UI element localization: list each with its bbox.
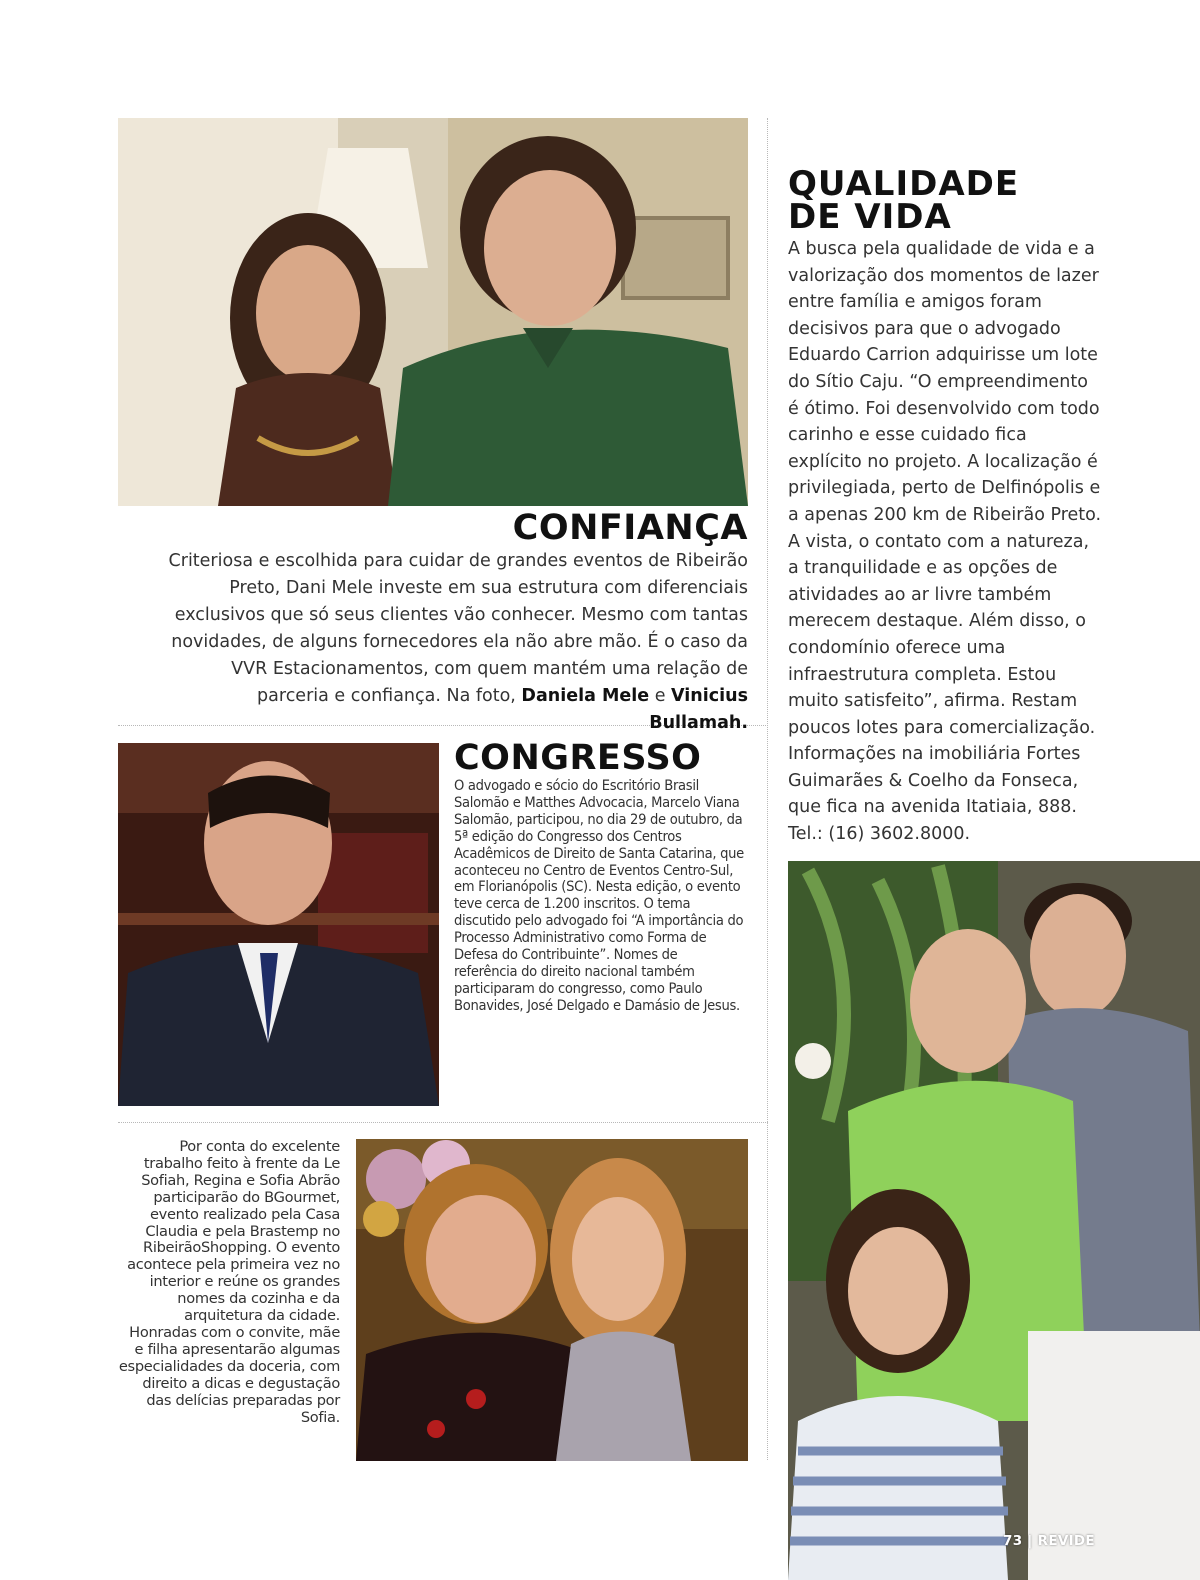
qualidade-title: QUALIDADE DE VIDA <box>788 164 1020 237</box>
qualidade-text: A busca pela qualidade de vida e a valorização dos momentos de lazer entre família e amigos foram decisivos para que o advogado Eduardo Carrion adquirisse um lote do Sítio Caju. “O empreendimento é ótimo. Foi desenvolvido com todo carinho e esse cuidado fica explícito no projeto. A localização é privilegiada, perto de Delfinópolis e a apenas 200 km de Ribeirão Preto. A vista, o contato com a natureza, a tranquilidade e as opções de atividades ao ar livre também merecem destaque. Além disso, o condomínio oferece uma infraestrutura completa. Estou muito satisfeito”, afirma. Restam poucos lotes para comercialização. Informações na imobiliária Fortes Guimarães & Coelho da Fonseca, que fica na avenida Itatiaia, 888. Tel.: (16) 3602.8000. <box>788 239 1102 845</box>
congresso-text: O advogado e sócio do Escritório Brasil Salomão e Matthes Advocacia, Marcelo Viana Salomão, participou, no dia 29 de outubro, da 5ª edição do Congresso dos Centros Acadêmicos de Direito de Santa Catarina, que aconteceu no Centro de Eventos Centro-Sul, em Florianópolis (SC). Nesta edição, o evento teve cerca de 1.200 inscritos. O tema discutido pelo advogado foi “A importância do Processo Administrativo como Forma de Defesa do Contribuinte”. Nomes de referência do direito nacional também participaram do congresso, como Paulo Bonavides, José Delgado e Damásio de Jesus. <box>454 777 744 1014</box>
congresso-photo <box>118 743 439 1106</box>
bgourmet-text: Por conta do excelente trabalho feito à frente da Le Sofiah, Regina e Sofia Abrão participarão do BGourmet, evento realizado pela Casa Claudia e pela Brastemp no RibeirãoShopping. O evento acontece pela primeira vez no interior e reúne os grandes nomes da cozinha e da arquitetura da cidade. Honradas com o convite, mãe e filha apresentarão algumas especialidades da doceria, com direito a dicas e degustação das delícias preparadas por Sofia. <box>118 1138 340 1426</box>
person-name-vinicius: Vinicius Bullamah. <box>649 686 748 733</box>
congresso-title: CONGRESSO <box>454 738 702 778</box>
magazine-name: REVIDE <box>1037 1533 1095 1549</box>
page-folio: 73 | REVIDE <box>1003 1533 1095 1549</box>
bgourmet-photo <box>356 1139 748 1461</box>
column-divider <box>767 118 768 1460</box>
person-name-daniela: Daniela Mele <box>521 686 650 706</box>
section-divider-2 <box>118 1122 768 1123</box>
confianca-photo <box>118 118 748 506</box>
family-photo <box>788 861 1200 1580</box>
confianca-title: CONFIANÇA <box>512 508 748 548</box>
confianca-text: Criteriosa e escolhida para cuidar de grandes eventos de Ribeirão Preto, Dani Mele investe em sua estrutura com diferenciais exclusivos que só seus clientes vão conhecer. Mesmo com tantas novidades, de alguns fornecedores ela não abre mão. É o caso da VVR Estacionamentos, com quem mantém uma relação de parceria e confiança. Na foto, Daniela Mele e Vinicius Bullamah. <box>168 551 748 733</box>
page-number: 73 <box>1003 1533 1023 1549</box>
